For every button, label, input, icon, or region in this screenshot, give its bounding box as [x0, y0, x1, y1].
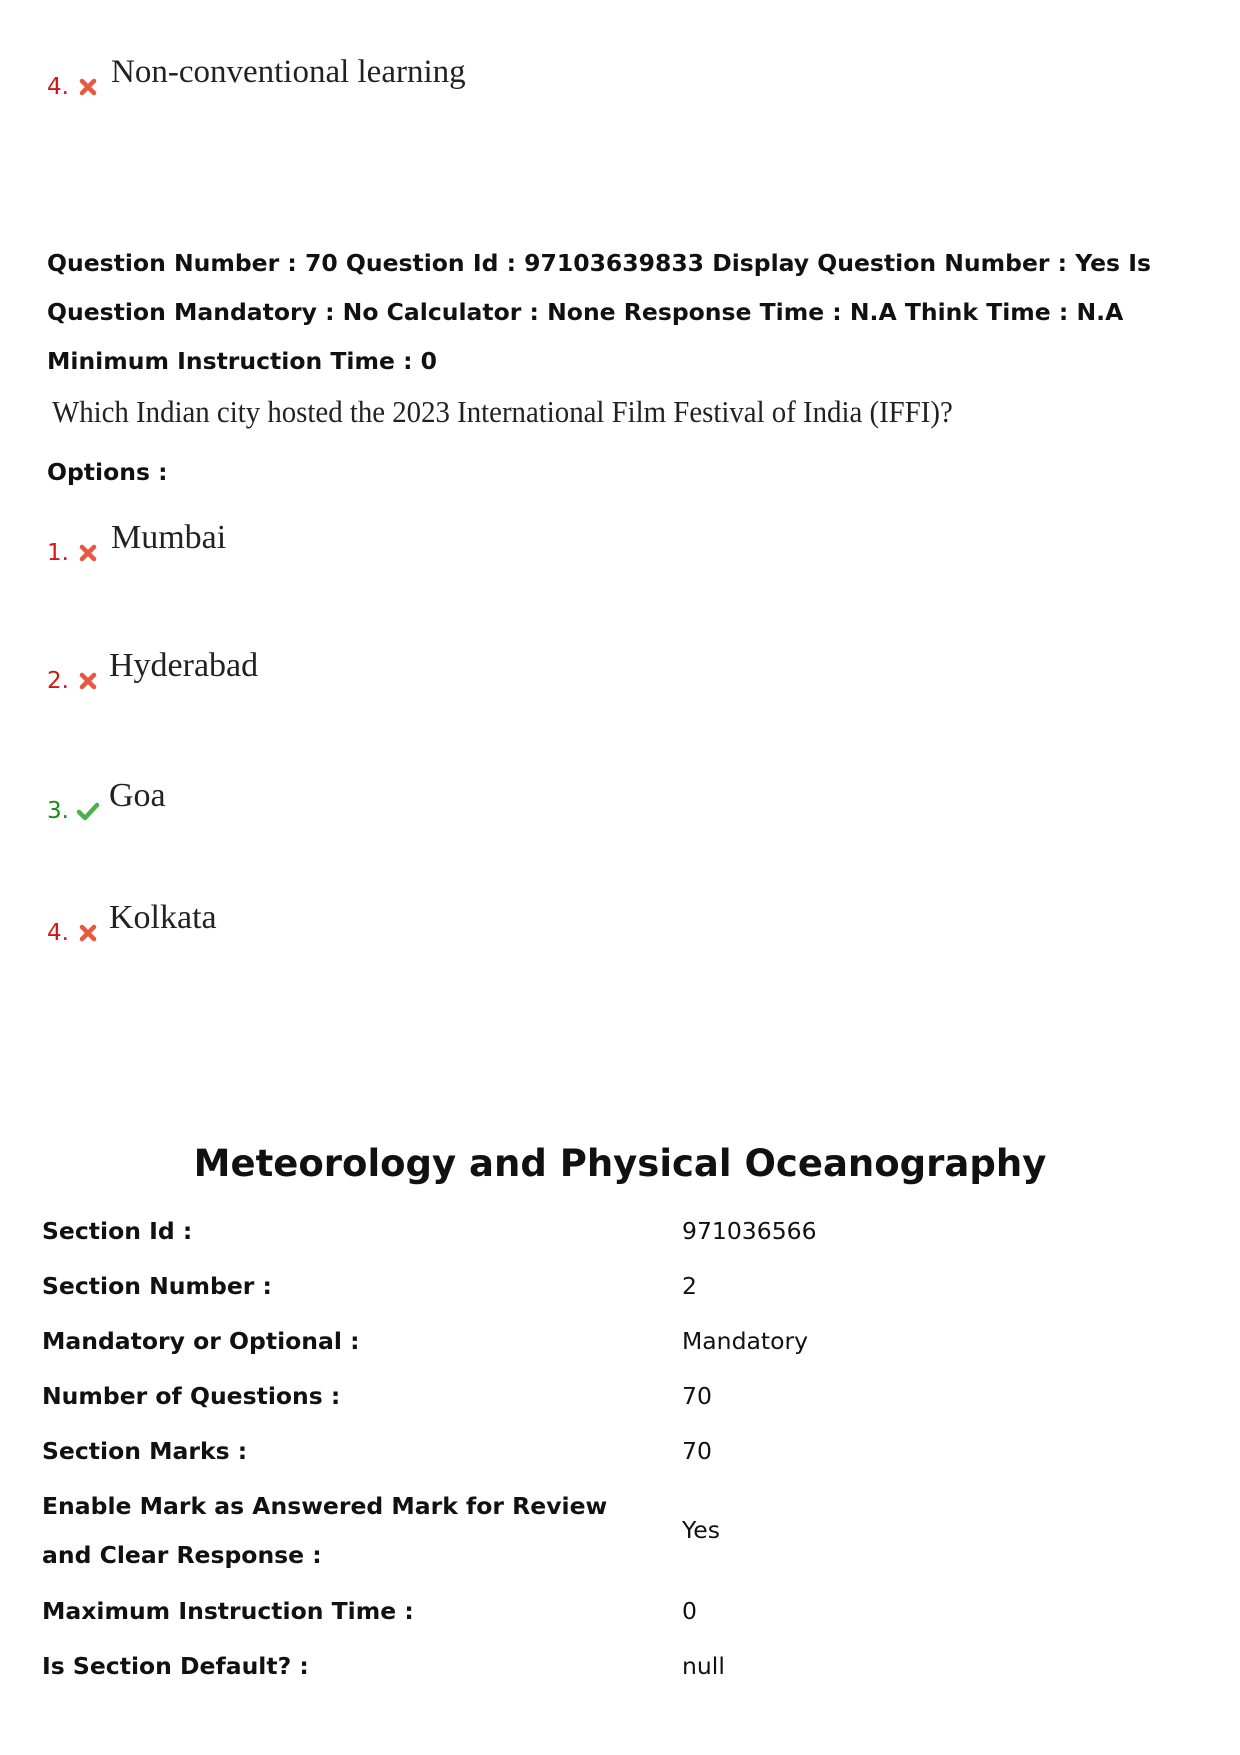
- section-row-label: Enable Mark as Answered Mark for Review and Clear Response :: [42, 1492, 608, 1569]
- cross-icon: [75, 668, 101, 694]
- question-meta: Question Number : 70 Question Id : 97103639833 Display Question Number : Yes Is Question Mandatory : No Calculator : None Response Time : N.A Think Time : N.A Minimum Instruction Time : 0: [47, 249, 1151, 375]
- cross-icon: [75, 920, 101, 946]
- section-row-value: 971036566: [682, 1217, 817, 1245]
- option-1: [47, 518, 226, 566]
- option-4: [47, 898, 217, 946]
- question-text: Which Indian city hosted the 2023 International Film Festival of India (IFFI)?: [52, 394, 953, 429]
- option-number: 3.: [47, 798, 69, 824]
- option-number: 1.: [47, 540, 69, 566]
- section-row-value: Mandatory: [682, 1327, 809, 1355]
- option-text: Goa: [109, 777, 166, 814]
- section-row-value: 70: [682, 1382, 712, 1410]
- section-row-value: 2: [682, 1272, 697, 1300]
- section-row-value: Yes: [682, 1516, 720, 1544]
- section-title: Meteorology and Physical Oceanography: [193, 1142, 1047, 1185]
- option-number: 4.: [47, 74, 69, 100]
- section-row-label: Section Marks :: [42, 1437, 248, 1465]
- option-2: [47, 646, 258, 694]
- option-3: [47, 776, 166, 824]
- section-row-label: Number of Questions :: [42, 1382, 341, 1410]
- cross-icon: [75, 540, 101, 566]
- option-text: Non-conventional learning: [111, 54, 466, 90]
- option-text: Kolkata: [109, 899, 217, 936]
- section-row-label: Is Section Default? :: [42, 1652, 309, 1680]
- section-row-value: null: [682, 1652, 725, 1680]
- check-icon: [75, 798, 101, 824]
- prev-option-4: [47, 52, 466, 100]
- option-text: Hyderabad: [109, 647, 259, 684]
- section-row-value: 70: [682, 1437, 712, 1465]
- section-row-label: Mandatory or Optional :: [42, 1327, 360, 1355]
- section-row-label: Section Id :: [42, 1217, 193, 1245]
- section-row-label: Section Number :: [42, 1272, 272, 1300]
- option-text: Mumbai: [111, 519, 227, 556]
- section-row-label: Maximum Instruction Time :: [42, 1597, 414, 1625]
- option-number: 2.: [47, 668, 69, 694]
- options-label: Options :: [47, 458, 168, 486]
- section-row-value: 0: [682, 1597, 697, 1625]
- option-number: 4.: [47, 920, 69, 946]
- cross-icon: [75, 74, 101, 100]
